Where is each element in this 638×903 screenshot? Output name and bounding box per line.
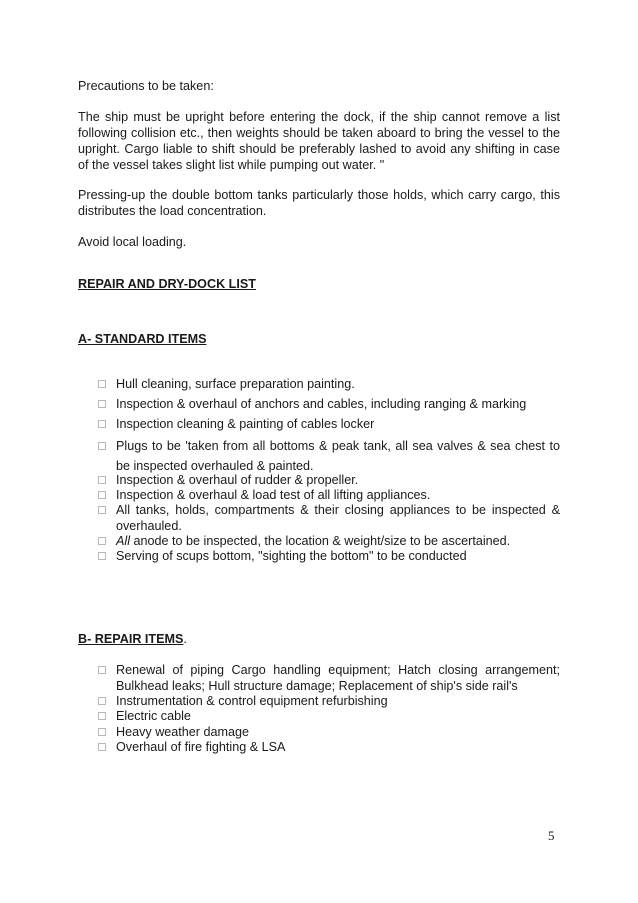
list-item: Overhaul of fire fighting & LSA — [98, 739, 285, 755]
list-item: Inspection & overhaul & load test of all lifting appliances. — [98, 487, 430, 503]
list-item: Hull cleaning, surface preparation painting. — [98, 376, 355, 392]
list-item: Inspection cleaning & painting of cables locker — [98, 416, 374, 432]
list-item: Inspection & overhaul of anchors and cables, including ranging & marking — [98, 396, 526, 412]
checkbox-bullet-icon — [98, 380, 106, 388]
checkbox-bullet-icon — [98, 743, 106, 751]
list-item: Inspection & overhaul of rudder & propeller. — [98, 472, 358, 488]
paragraph-pressing-up: Pressing-up the double bottom tanks particularly those holds, which carry cargo, this distributes the load concentration. — [78, 188, 560, 218]
paragraph-local-loading: Avoid local loading. — [78, 235, 187, 249]
list-item: All tanks, holds, compartments & their closing appliances to be inspected & overhauled. — [98, 502, 560, 534]
list-item: Serving of scups bottom, "sighting the bottom" to be conducted — [98, 548, 467, 564]
checkbox-bullet-icon — [98, 552, 106, 560]
paragraph-upright: The ship must be upright before entering the dock, if the ship cannot remove a list following collision etc., then weights should be taken aboard to bring the vessel to the upright. Cargo liable to shift should be preferably lashed to avoid any shifting in case of the vessel takes slight list while pumping out water. " — [78, 110, 560, 172]
anode-italic-word: All — [116, 534, 130, 548]
checkbox-bullet-icon — [98, 400, 106, 408]
standard-items-heading: A- STANDARD ITEMS — [78, 332, 207, 346]
checkbox-bullet-icon — [98, 491, 106, 499]
checkbox-bullet-icon — [98, 537, 106, 545]
checkbox-bullet-icon — [98, 666, 106, 674]
section-title: REPAIR AND DRY-DOCK LIST — [78, 277, 256, 291]
checkbox-bullet-icon — [98, 476, 106, 484]
list-item: Heavy weather damage — [98, 724, 249, 740]
checkbox-bullet-icon — [98, 712, 106, 720]
repair-items-heading: B- REPAIR ITEMS. — [78, 632, 187, 646]
list-item: Electric cable — [98, 708, 191, 724]
precautions-heading: Precautions to be taken: — [78, 79, 214, 93]
list-item: All anode to be inspected, the location & weight/size to be ascertained. — [98, 533, 510, 549]
checkbox-bullet-icon — [98, 728, 106, 736]
checkbox-bullet-icon — [98, 420, 106, 428]
list-item: Renewal of piping Cargo handling equipment; Hatch closing arrangement; Bulkhead leaks; Hull structure damage; Replacement of ship's side rail's — [98, 662, 560, 694]
checkbox-bullet-icon — [98, 506, 106, 514]
list-item: Instrumentation & control equipment refurbishing — [98, 693, 388, 709]
checkbox-bullet-icon — [98, 442, 106, 450]
page-number: 5 — [548, 828, 555, 843]
checkbox-bullet-icon — [98, 697, 106, 705]
list-item: Plugs to be 'taken from all bottoms & peak tank, all sea valves & sea chest to be inspected overhauled & painted. — [98, 436, 560, 476]
